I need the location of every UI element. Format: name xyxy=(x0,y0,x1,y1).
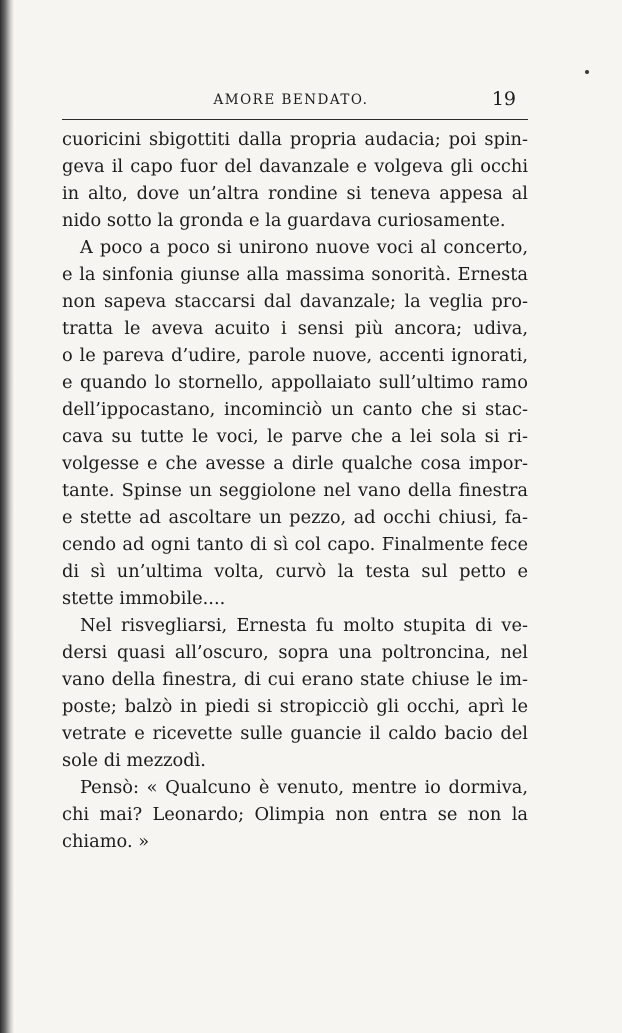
text-line: Nel risvegliarsi, Ernesta fu molto stupita di ve- xyxy=(80,615,528,636)
text-line: vano della finestra, di cui erano state chiuse le im- xyxy=(62,669,528,690)
text-line: sole di mezzodì. xyxy=(62,750,206,771)
text-line: cendo ad ogni tanto di sì col capo. Finalmente fece xyxy=(62,534,528,555)
text-line: poste; balzò in piedi si stropicciò gli occhi, aprì le xyxy=(62,696,528,717)
text-line: nido sotto la gronda e la guardava curiosamente. xyxy=(62,210,506,231)
text-line: vetrate e ricevette sulle guancie il caldo bacio del xyxy=(62,723,528,744)
text-line: cava su tutte le voci, le parve che a lei sola si ri- xyxy=(62,426,528,447)
text-line: dersi quasi all’oscuro, sopra una poltroncina, nel xyxy=(62,642,528,663)
paragraph-1 xyxy=(62,126,528,234)
text-line: e quando lo stornello, appollaiato sull’ultimo ramo xyxy=(62,372,528,393)
text-line: e stette ad ascoltare un pezzo, ad occhi chiusi, fa- xyxy=(62,507,528,528)
text-line: volgesse e che avesse a dirle qualche cosa impor- xyxy=(62,453,528,474)
text-line: chi mai? Leonardo; Olimpia non entra se non la xyxy=(62,804,528,825)
text-line: chiamo. » xyxy=(62,831,150,852)
text-line: di sì un’ultima volta, curvò la testa sul petto e xyxy=(62,561,528,582)
text-line: non sapeva staccarsi dal davanzale; la veglia pro- xyxy=(62,291,528,312)
text-line: A poco a poco si unirono nuove voci al concerto, xyxy=(80,237,528,258)
text-line: e la sinfonia giunse alla massima sonorità. Ernesta xyxy=(62,264,528,285)
text-line: o le pareva d’udire, parole nuove, accenti ignorati, xyxy=(62,345,528,366)
text-line: Pensò: « Qualcuno è venuto, mentre io dormiva, xyxy=(80,777,528,798)
ink-speck xyxy=(585,70,589,74)
text-line: dell’ippocastano, incominciò un canto che si stac- xyxy=(62,399,528,420)
text-line: in alto, dove un’altra rondine si teneva appesa al xyxy=(62,183,528,204)
paragraph-2 xyxy=(62,234,528,612)
paragraph-3 xyxy=(62,612,528,774)
body-text xyxy=(62,126,528,855)
running-head xyxy=(54,88,528,114)
page-spine-shadow xyxy=(0,0,14,1033)
text-line: cuoricini sbigottiti dalla propria audacia; poi spin- xyxy=(62,129,528,150)
running-title: AMORE BENDATO. xyxy=(213,92,369,108)
text-line: stette immobile.... xyxy=(62,588,226,609)
text-line: geva il capo fuor del davanzale e volgeva gli occhi xyxy=(62,156,528,177)
text-line: tratta le aveva acuito i sensi più ancora; udiva, xyxy=(62,318,528,339)
page-number: 19 xyxy=(491,88,516,110)
paragraph-4 xyxy=(62,774,528,855)
header-rule xyxy=(62,119,528,120)
text-line: tante. Spinse un seggiolone nel vano della finestra xyxy=(62,480,528,501)
